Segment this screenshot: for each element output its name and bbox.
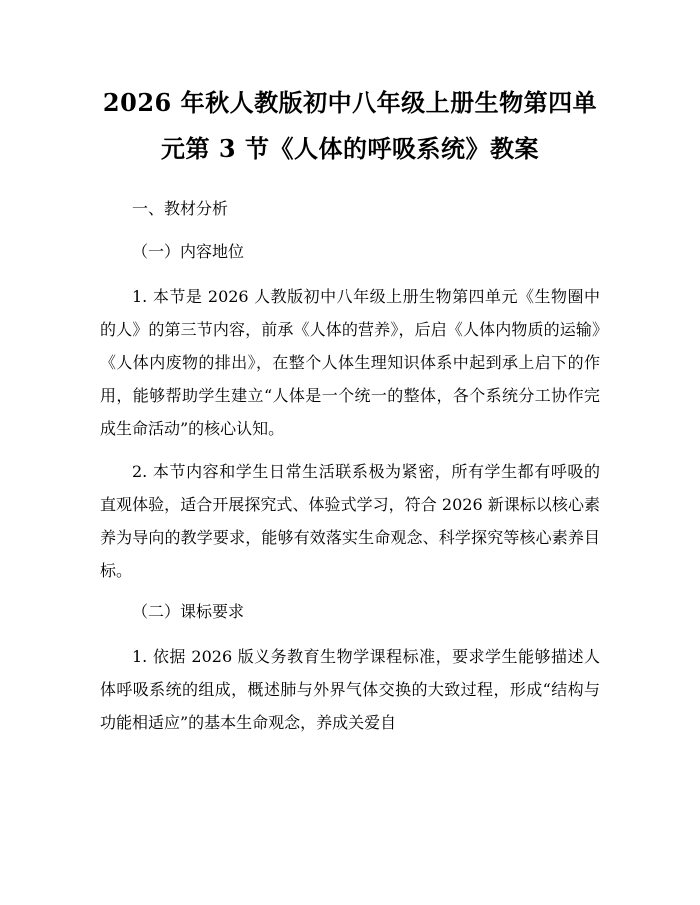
paragraph-content-position-2: 2. 本节内容和学生日常生活联系极为紧密，所有学生都有呼吸的直观体验，适合开展探究式、体验式学习，符合 2026 新课标以核心素养为导向的教学要求，能够有效落实生命观念、科学探究等核心素养目标。 — [100, 462, 600, 580]
paragraph-curriculum-requirements-1: 1. 依据 2026 版义务教育生物学课程标准，要求学生能够描述人体呼吸系统的组成，概述肺与外界气体交换的大致过程，形成“结构与功能相适应”的基本生命观念，养成关爱自 — [100, 647, 600, 732]
subsection-heading-content-position: （一）内容地位 — [132, 242, 245, 261]
section-heading-textbook-analysis: 一、教材分析 — [132, 199, 229, 218]
paragraph-content-position-1: 1. 本节是 2026 人教版初中八年级上册生物第四单元《生物圈中的人》的第三节内容，前承《人体的营养》，后启《人体内物质的运输》《人体内废物的排出》，在整个人体生理知识体系中起到承上启下的作用，能够帮助学生建立“人体是一个统一的整体，各个系统分工协作完成生命活动”的核心认知。 — [100, 287, 600, 438]
subsection-heading-curriculum-requirements: （二）课标要求 — [132, 602, 245, 621]
document-title-line-2: 元第 3 节《人体的呼吸系统》教案 — [161, 134, 539, 163]
document-title-line-1: 2026 年秋人教版初中八年级上册生物第四单 — [102, 88, 598, 117]
document-title — [100, 80, 600, 172]
